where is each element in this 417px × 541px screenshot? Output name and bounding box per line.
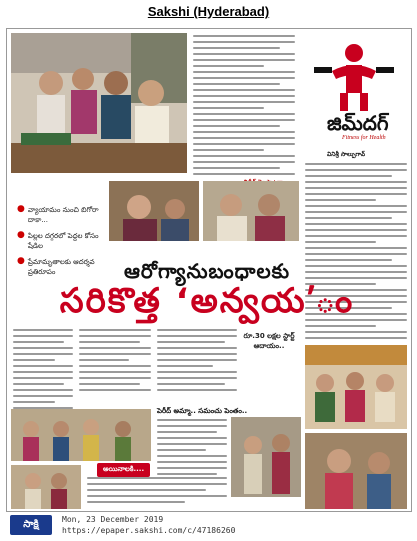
highlights-list [17, 205, 107, 283]
seniors-photo [203, 181, 299, 241]
center-text-column-2 [157, 329, 237, 399]
highlight-item: ● ప్రేమామృతాలకు ఆదర్శవ ప్రతిరూపం [17, 256, 95, 276]
bottom-text-column [87, 477, 227, 509]
masthead [0, 0, 417, 24]
newspaper-title: Sakshi (Hyderabad) [147, 4, 270, 19]
column-logo-subtitle: Fitness for Health [342, 135, 386, 141]
headline-main: సరికొత్త ‘అన్వయ’ం [59, 281, 355, 321]
mid-text-column [157, 419, 227, 479]
seniors-exercise-photo [231, 417, 301, 497]
women-group-photo [11, 409, 151, 461]
intro-text-column [193, 35, 295, 183]
elderly-woman-photo [109, 181, 199, 241]
group-photo [11, 33, 187, 173]
column-author: వినిశ్రీ సాల్పుగావ్ [327, 151, 366, 158]
sakshi-logo: సాక్షి [10, 515, 52, 535]
highlight-item: ● పిల్లల దగ్గరలో పెద్దల కోసం షేడిల [17, 230, 99, 250]
publication-date: Mon, 23 December 2019 [62, 515, 164, 524]
column-logo-title: జిమ్‌దగ్ [327, 111, 389, 135]
epaper-url[interactable]: https://epaper.sakshi.com/c/47186260 [62, 526, 236, 535]
group-photo-illustration [11, 33, 187, 173]
headline-top: ఆరోగ్యానుబంధాలకు [123, 259, 291, 283]
fitness-figure-icon [302, 35, 406, 113]
center-text-column [79, 329, 151, 399]
pull-quote: రూ.30 లక్షల స్టార్ట్ ఆదాయం.. [243, 332, 295, 350]
highlight-item: ● వ్యాయామం నుంచి బిగోరా దాకా... [17, 204, 99, 224]
woman-portrait-photo [305, 433, 407, 509]
elderly-couple-photo [11, 465, 81, 509]
section-heading-mid: పెరీద్ అమ్మా.. సమంచు పెంతం.. [157, 407, 248, 415]
footer [6, 512, 412, 538]
section-heading-bottom: అయినాలకి.... [97, 463, 150, 477]
article-clipping [6, 28, 412, 512]
event-photo-right [305, 345, 407, 429]
